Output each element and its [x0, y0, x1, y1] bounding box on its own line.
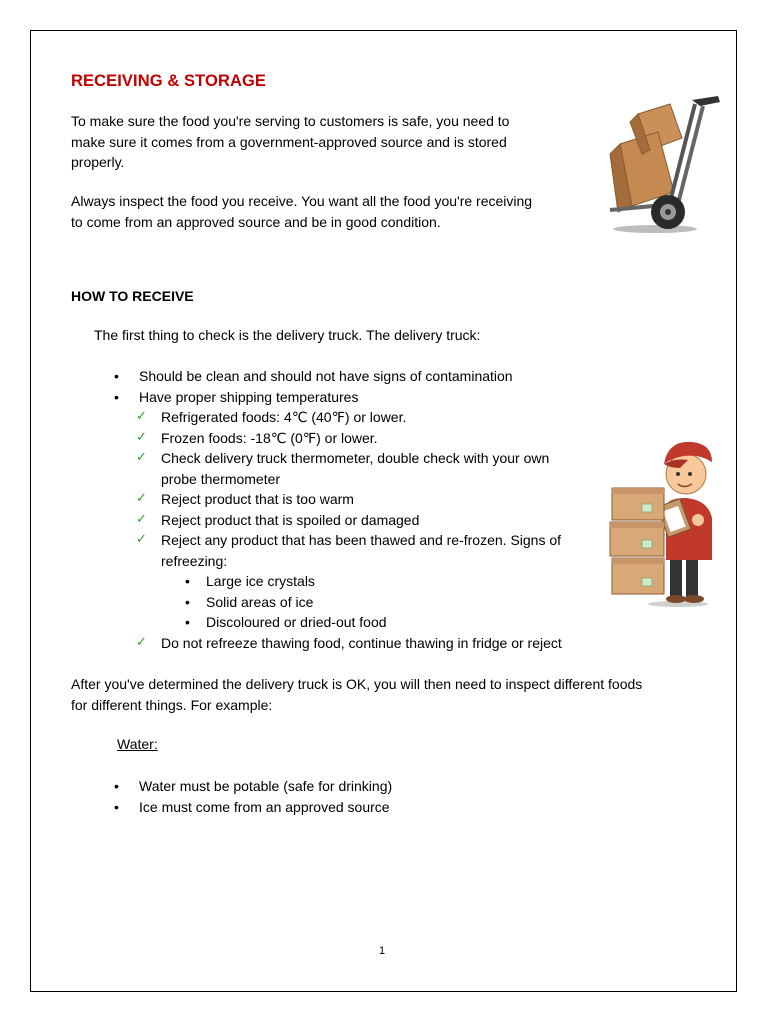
page-number: 1	[379, 945, 386, 957]
check-list	[136, 407, 562, 653]
checkmark-icon: ✓	[136, 634, 147, 650]
checkmark-icon: ✓	[136, 511, 147, 527]
check-item-text: refreezing:	[161, 552, 228, 569]
list-item-text: Water must be potable (safe for drinking)	[139, 778, 393, 794]
checkmark-icon: ✓	[136, 491, 147, 506]
intro-line: To make sure the food you're serving to customers is safe, you need to	[71, 113, 510, 129]
bullet-glyph: •	[185, 614, 190, 630]
checkmark-icon: ✓	[136, 450, 147, 465]
after-line: After you've determined the delivery truck is OK, you will then need to inspect different foods	[71, 676, 643, 692]
bullet-glyph: •	[114, 778, 119, 794]
check-item	[136, 633, 562, 654]
page-title: RECEIVING & STORAGE	[71, 72, 267, 90]
list-item	[113, 366, 562, 387]
sub-item-text: Large ice crystals	[206, 573, 315, 589]
check-item	[136, 510, 562, 531]
list-item	[113, 797, 392, 818]
checkmark-icon: ✓	[136, 429, 147, 445]
bullet-glyph: •	[114, 368, 119, 384]
intro-line: properly.	[71, 154, 125, 170]
refreeze-signs-list	[183, 571, 562, 633]
sub-item	[183, 592, 562, 613]
section-heading: HOW TO RECEIVE	[71, 288, 194, 304]
inspect-paragraph	[71, 191, 532, 232]
check-item	[136, 489, 562, 510]
check-item	[136, 448, 562, 489]
list-item-text: Ice must come from an approved source	[139, 798, 390, 815]
water-bullet-list	[113, 776, 392, 817]
check-item-text: Refrigerated foods: 4℃ (40℉) or lower.	[161, 409, 407, 425]
after-paragraph	[71, 674, 711, 715]
bullet-glyph: •	[114, 798, 119, 815]
list-item-text: Have proper shipping temperatures	[139, 388, 359, 405]
check-item	[136, 428, 562, 449]
check-item	[136, 530, 562, 633]
check-item-text: Reject product that is too warm	[161, 491, 354, 507]
list-item	[113, 776, 392, 797]
sub-item	[183, 612, 562, 633]
intro-line: make sure it comes from a government-approved source and is stored	[71, 133, 507, 150]
list-item-text: Should be clean and should not have signs of contamination	[139, 368, 513, 384]
bullet-glyph: •	[185, 593, 190, 610]
intro-paragraph	[71, 111, 509, 173]
sub-item-text: Discoloured or dried-out food	[206, 614, 387, 630]
sub-item-text: Solid areas of ice	[206, 593, 314, 610]
lead-text: The first thing to check is the delivery truck. The delivery truck:	[94, 327, 481, 343]
checkmark-icon: ✓	[136, 409, 147, 424]
check-item-text: probe thermometer	[161, 470, 281, 487]
hand-truck-illustration	[600, 92, 725, 237]
truck-bullet-list	[113, 366, 562, 653]
bullet-glyph: •	[185, 573, 190, 589]
check-item-text: Check delivery truck thermometer, double check with your own	[161, 450, 550, 466]
checkmark-icon: ✓	[136, 532, 147, 547]
check-item-text: Do not refreeze thawing food, continue thawing in fridge or reject	[161, 634, 562, 651]
water-heading: Water:	[117, 736, 158, 752]
check-item-text: Frozen foods: -18℃ (0℉) or lower.	[161, 429, 378, 446]
check-item-text: Reject any product that has been thawed and re-frozen. Signs of	[161, 532, 562, 548]
after-line: for different things. For example:	[71, 696, 273, 713]
delivery-worker-illustration	[608, 428, 728, 608]
check-item	[136, 407, 562, 428]
list-item	[113, 387, 562, 654]
check-item-text: Reject product that is spoiled or damaged	[161, 511, 420, 528]
sub-item	[183, 571, 562, 592]
bullet-glyph: •	[114, 388, 119, 405]
inspect-line: to come from an approved source and be in good condition.	[71, 213, 441, 230]
inspect-line: Always inspect the food you receive. You want all the food you're receiving	[71, 193, 533, 209]
